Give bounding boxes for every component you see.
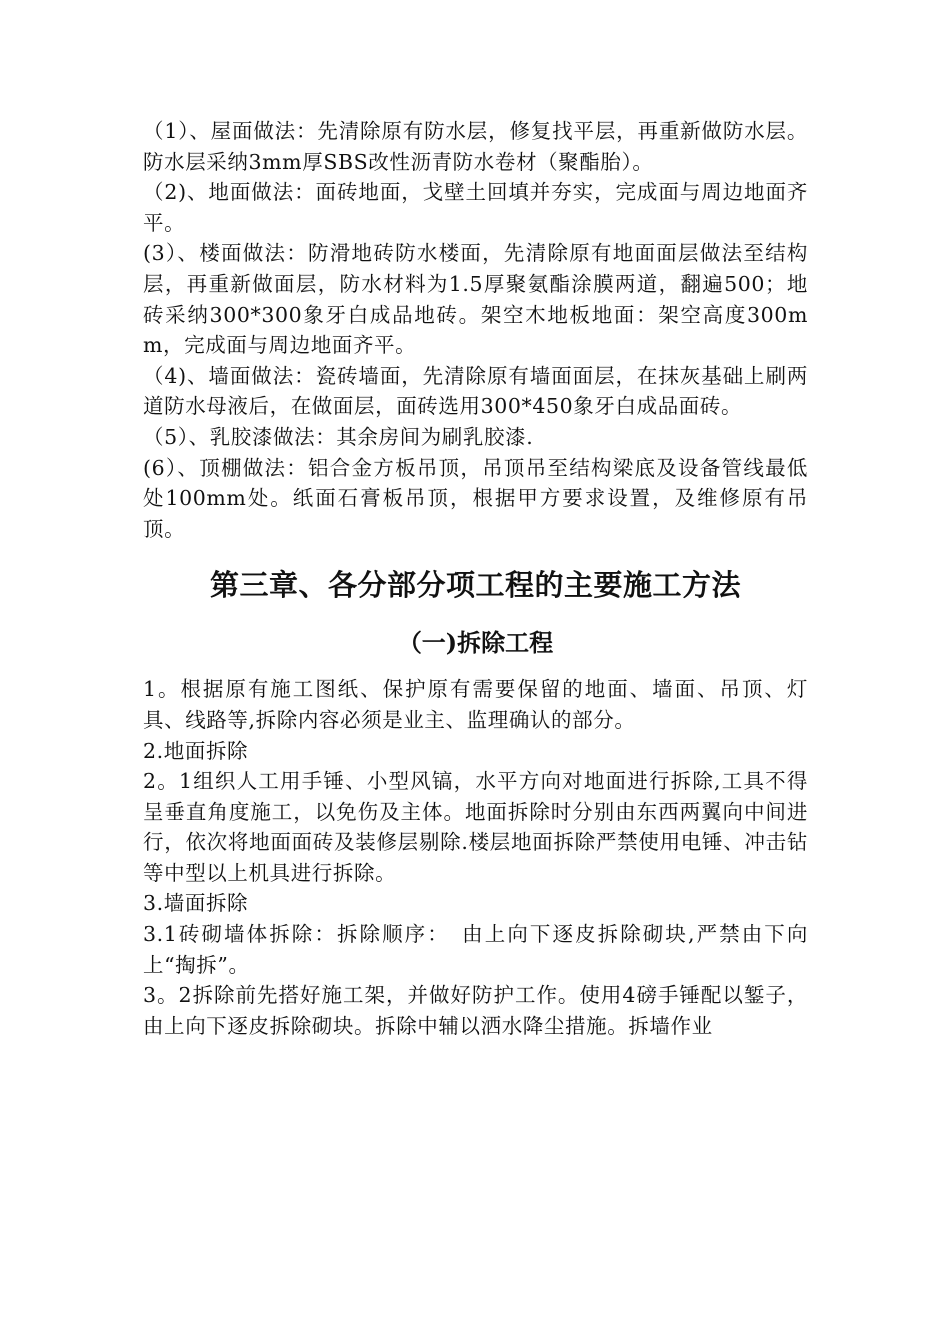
paragraph-wall: （4)、墙面做法：瓷砖墙面，先清除原有墙面面层，在抹灰基础上刷两道防水母液后，在做面层，面砖选用300*450象牙白成品面砖。 bbox=[143, 363, 808, 419]
paragraph-latex-paint: （5）、乳胶漆做法：其余房间为刷乳胶漆. bbox=[143, 424, 534, 449]
paragraph-ground-demolition-heading: 2.地面拆除 bbox=[143, 738, 249, 763]
paragraph-ground: （2)、地面做法：面砖地面，戈壁土回填并夯实，完成面与周边地面齐平。 bbox=[143, 180, 808, 235]
paragraph-brick-wall-demolition: 3.1砖砌墙体拆除：拆除顺序： 由上向下逐皮拆除砌块,严禁由下向上“掏拆”。 bbox=[143, 922, 808, 977]
section-title: （一)拆除工程 bbox=[397, 628, 554, 658]
paragraph-scaffold-preparation: 3。2拆除前先搭好施工架，并做好防护工作。使用4磅手锤配以錾子，由上向下逐皮拆除砌块。拆除中辅以洒水降尘措施。拆墙作业 bbox=[143, 983, 808, 1038]
paragraph-demolition-scope: 1。根据原有施工图纸、保护原有需要保留的地面、墙面、吊顶、灯具、线路等,拆除内容必须是业主、监理确认的部分。 bbox=[143, 677, 808, 732]
paragraph-roof: （1）、屋面做法：先清除原有防水层，修复找平层，再重新做防水层。防水层采纳3mm厚SBS改性沥青防水卷材（聚酯胎）。 bbox=[143, 119, 808, 174]
chapter-title: 第三章、各分部分项工程的主要施工方法 bbox=[209, 568, 741, 603]
paragraph-ground-demolition-method: 2。1组织人工用手锤、小型风镐，水平方向对地面进行拆除,工具不得呈垂直角度施工，以免伤及主体。地面拆除时分别由东西两翼向中间进行，依次将地面面砖及装修层剔除.楼层地面拆除严禁使用电锤、冲击钻等中型以上机具进行拆除。 bbox=[143, 769, 808, 885]
document-body bbox=[143, 116, 808, 1041]
paragraph-wall-demolition-heading: 3.墙面拆除 bbox=[143, 891, 249, 916]
paragraph-ceiling: (6）、顶棚做法：铝合金方板吊顶，吊顶吊至结构梁底及设备管线最低处100mm处。纸面石膏板吊顶，根据甲方要求设置，及维修原有吊顶。 bbox=[143, 455, 808, 541]
paragraph-floor: (3）、楼面做法：防滑地砖防水楼面，先清除原有地面面层做法至结构层，再重新做面层，防水材料为1.5厚聚氨酯涂膜两道，翻遍500；地砖采纳300*300象牙白成品地砖。架空木地板地面：架空高度300mm，完成面与周边地面齐平。 bbox=[143, 241, 808, 358]
